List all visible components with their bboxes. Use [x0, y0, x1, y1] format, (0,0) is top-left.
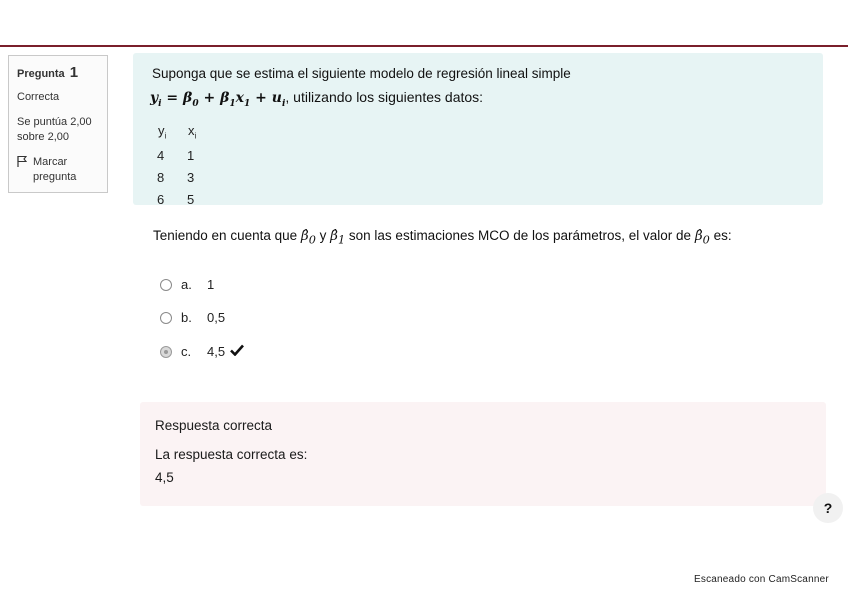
question-info-panel: [8, 55, 108, 193]
question-status: Correcta: [17, 91, 60, 103]
feedback-result: Respuesta correcta: [155, 418, 273, 433]
radio-button[interactable]: [160, 279, 172, 291]
flag-icon: [17, 155, 29, 185]
option-letter: b.: [181, 310, 192, 325]
checkmark-icon: [230, 343, 244, 360]
question-prompt: [153, 228, 732, 247]
flag-label-2: pregunta: [33, 171, 77, 183]
question-word: Pregunta: [17, 68, 65, 80]
header-x: $x_i$: [188, 123, 197, 141]
beta0-hat-target: $\betâ_0$: [694, 228, 710, 247]
cell-y: 8: [157, 169, 165, 185]
cell-y: 6: [157, 191, 165, 207]
prompt-and: y: [319, 228, 327, 243]
model-suffix: , utilizando los siguientes datos:: [285, 89, 484, 105]
regression-model: [150, 89, 483, 109]
correct-answer-label: La respuesta correcta es:: [155, 447, 308, 462]
beta1-hat: $\betâ_1$: [330, 228, 346, 247]
option-value: 0,5: [207, 310, 226, 325]
cell-y: 4: [157, 147, 165, 163]
correct-answer-value: 4,5: [155, 470, 174, 485]
table-header-row: [157, 120, 197, 144]
table-row: [157, 188, 197, 210]
answer-option-a[interactable]: [160, 277, 214, 292]
beta0-hat: $\betâ_0$: [300, 228, 316, 247]
table-row: [157, 144, 197, 166]
table-row: [157, 166, 197, 188]
scanner-watermark: Escaneado con CamScanner: [694, 574, 829, 585]
grade-line-2: sobre 2,00: [17, 131, 69, 143]
header-y: $y_i$: [158, 123, 167, 141]
help-button[interactable]: ?: [813, 493, 843, 523]
prompt-pre: Teniendo en cuenta que: [153, 228, 298, 243]
model-formula: $y_i = \beta_0 + \beta_1x_1 + u_i$: [150, 90, 286, 109]
cell-x: 1: [187, 147, 195, 163]
question-number: 1: [69, 64, 79, 81]
option-letter: c.: [181, 344, 192, 359]
option-value: 4,5: [207, 344, 226, 359]
radio-button[interactable]: [160, 312, 172, 324]
cell-x: 5: [187, 191, 195, 207]
prompt-mid: son las estimaciones MCO de los parámetros, el valor de: [348, 228, 692, 243]
answer-option-c[interactable]: [160, 343, 244, 360]
option-letter: a.: [181, 277, 192, 292]
prompt-end: es:: [713, 228, 732, 243]
top-divider: [0, 45, 848, 47]
option-value: 1: [207, 277, 215, 292]
question-number-heading: [17, 64, 99, 81]
radio-button-selected[interactable]: [160, 346, 172, 358]
question-grade: [17, 115, 99, 145]
answer-option-b[interactable]: [160, 310, 225, 325]
data-table: [157, 120, 197, 210]
flag-label-1: Marcar: [33, 156, 68, 168]
flag-question-link[interactable]: [17, 155, 99, 185]
grade-line-1: Se puntúa 2,00: [17, 116, 92, 128]
question-intro: Suponga que se estima el siguiente modelo de regresión lineal simple: [152, 66, 571, 81]
cell-x: 3: [187, 169, 195, 185]
